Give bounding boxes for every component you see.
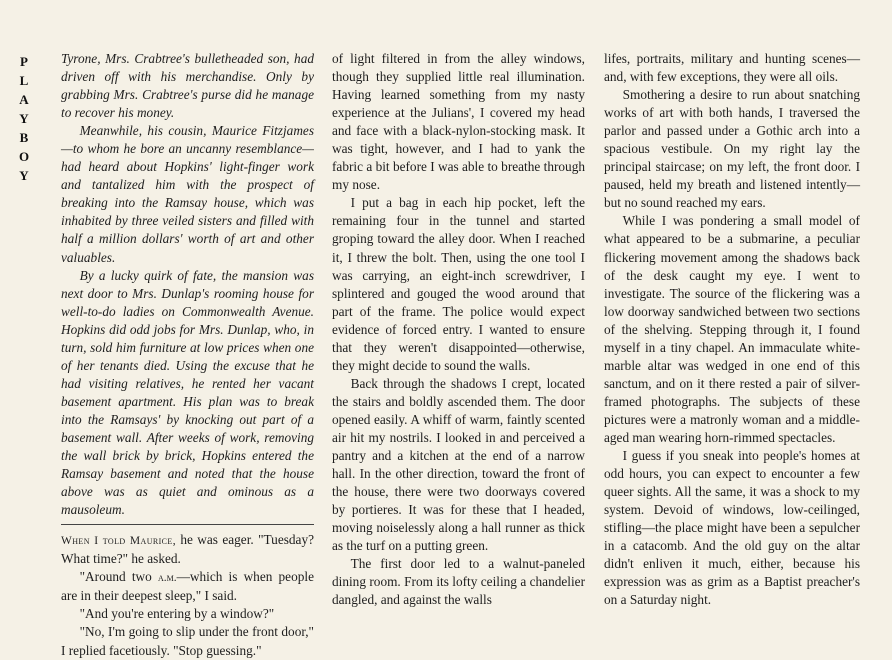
sidebar-letter: O <box>18 149 30 164</box>
body-paragraph: "No, I'm going to slip under the front door," I replied facetiously. "Stop guessing." <box>61 624 314 658</box>
body-paragraph: Back through the shadows I crept, located the stairs and boldly ascended them. The door opened easily. A whiff of warm, faintly scented air hit my nostrils. I looked in and perceived a pantry and a kitchen at the end of a narrow hall. In the other direction, toward the front of the house, there were two doorways covered by portieres. It was for these that I headed, moving noiselessly along a hall runner as thick as the turf on a putting green. <box>332 375 585 554</box>
body-paragraph <box>61 568 314 605</box>
lead-in-caps: When I told Maurice, <box>61 535 176 548</box>
body-paragraph: The first door led to a walnut-paneled dining room. From its lofty ceiling a chandelier dangled, and against the walls <box>332 556 585 608</box>
body-paragraph: I put a bag in each hip pocket, left the remaining four in the tunnel and started groping toward the alley door. When I reached it, I threw the bolt. Then, using the one tool I was carrying, an eight-inch screwdriver, I splintered and gouged the wood around that part of the frame. The police would expect evidence of forced entry. I wanted to ensure that they weren't disappointed—otherwise, they might decide to sound the walls. <box>332 195 585 373</box>
recap-paragraph: Meanwhile, his cousin, Maurice Fitzjames—to whom he bore an uncanny resemblance—had heard about Hopkins' light-finger work and tantalized him with the prospect of breaking into the Ramsay house, which was inhabited by three veiled sisters and filled with half a million dollars' worth of art and other valuables. <box>61 123 314 265</box>
body-paragraph: lifes, portraits, military and hunting scenes—and, with few exceptions, they were all oils. <box>604 51 860 85</box>
story-recap <box>61 50 314 519</box>
body-paragraph: While I was pondering a small model of what appeared to be a submarine, a peculiar flickering movement among the shadows back of the desk caught my eye. I went to investigate. The source of the flickering was a low doorway sandwiched between two sections of the shelving. Stepping through it, I found myself in a tiny chapel. An immaculate white-marble altar was wedged in one end of this sanctum, and on it there rested a pair of silver-framed photographs. The subjects of these pictures were a matronly woman and a middle-aged man wearing horn-rimmed spectacles. <box>604 213 860 445</box>
sidebar-letter: B <box>19 130 29 145</box>
text-column-1 <box>61 50 314 660</box>
body-paragraph: I guess if you sneak into people's homes at odd hours, you can expect to encounter a few queer sights. All the same, it was a shock to my system. Devoid of windows, low-ceilinged, stifling—the place might have been a sepulcher in a catacomb. And the old guy on the altar didn't enliven it much, either, because his expression was as grim as a Baptist preacher's on a Saturday night. <box>604 448 860 608</box>
recap-paragraph: Tyrone, Mrs. Crabtree's bulletheaded son, had driven off with his merchandise. Only by grabbing Mrs. Crabtree's purse did he manage to recover his money. <box>61 51 314 121</box>
time-abbrev: a.m. <box>157 572 177 585</box>
sidebar-letter: A <box>19 92 29 107</box>
paragraph-text: he was eager. "Tuesday? What time?" he asked. <box>61 532 315 567</box>
body-paragraph: of light filtered in from the alley windows, though they supplied little real illumination. Having learned something from my nasty experience at the Julians', I covered my head and face with a black-nylon-stocking mask. It was tight, however, and I had to yank the fabric a bit before I was able to breathe through my nose. <box>332 51 585 193</box>
body-paragraph: Smothering a desire to run about snatching works of art with both hands, I traversed the parlor and passed under a Gothic arch into a spacious vestibule. On my right lay the principal staircase; on my left, the front door. I paused, held my breath and listened intently—but no sound reached my ears. <box>604 87 860 211</box>
body-paragraph: "And you're entering by a window?" <box>79 606 275 622</box>
recap-paragraph: By a lucky quirk of fate, the mansion was next door to Mrs. Dunlap's rooming house for well-to-do ladies on Commonwealth Avenue. Hopkins did odd jobs for Mrs. Dunlap, who, in turn, sold him furniture at low prices when one of her tenants died. Using the excuse that he had visiting relatives, he rented her vacant basement apartment. His plan was to break into the Ramsays' by knocking out part of a basement wall. After weeks of work, removing the wall brick by brick, Hopkins entered the Ramsay basement and noted that the house above was as quiet and ominous as a mausoleum. <box>61 267 314 518</box>
sidebar-letter: Y <box>19 168 29 183</box>
sidebar-letter: P <box>20 54 28 69</box>
sidebar-letter: L <box>19 73 29 88</box>
text-column-3 <box>604 50 860 609</box>
text-column-2 <box>332 50 585 609</box>
magazine-sidebar-label <box>16 52 32 185</box>
section-divider <box>61 524 314 525</box>
sidebar-letter: Y <box>19 111 29 126</box>
paragraph-text: —which is when people are in their deepest sleep," I said. <box>61 569 314 604</box>
paragraph-text: "Around two <box>79 569 158 585</box>
body-paragraph <box>61 531 314 568</box>
